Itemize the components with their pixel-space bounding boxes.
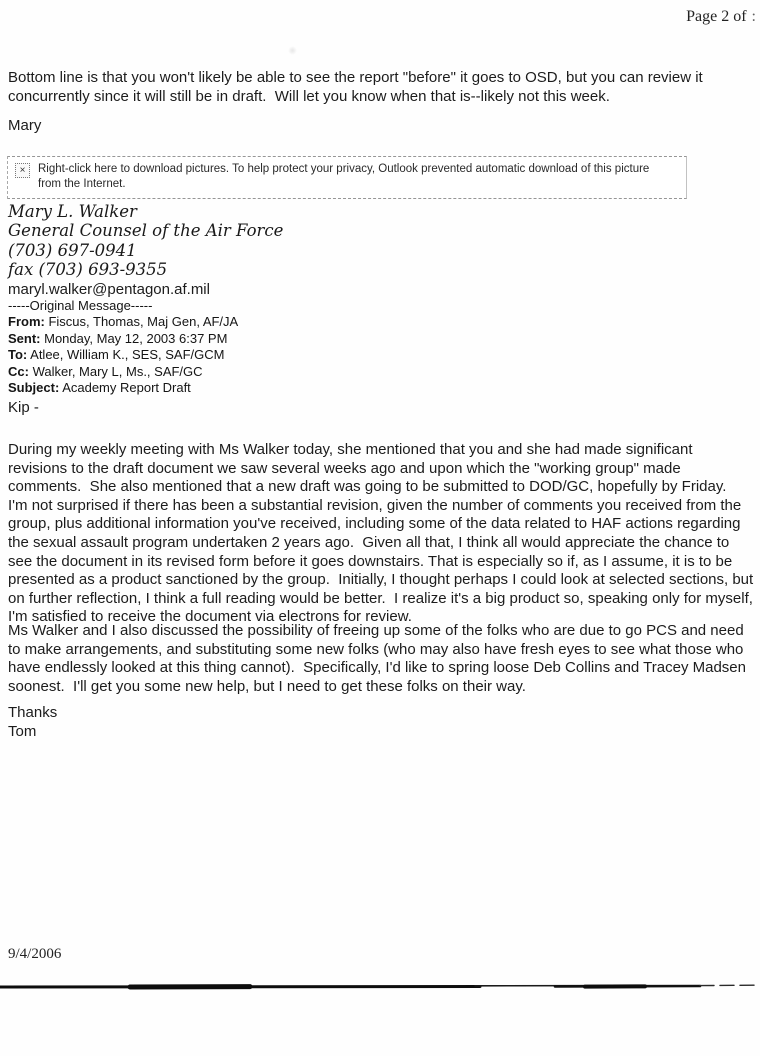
signature-block	[8, 202, 283, 299]
field-value: Walker, Mary L, Ms., SAF/GC	[28, 363, 203, 379]
original-message-separator: -----Original Message-----	[8, 298, 153, 313]
bottom-rule	[0, 980, 758, 998]
x-icon: ×	[19, 164, 26, 176]
field-label: Subject:	[8, 380, 60, 396]
bottom-rule-line	[0, 981, 758, 993]
header-field-from	[8, 314, 238, 330]
message-greeting: Kip -	[8, 399, 39, 416]
field-value: Fiscus, Thomas, Maj Gen, AF/JA	[44, 314, 239, 330]
message-sender: Tom	[8, 723, 37, 740]
field-label: Sent:	[8, 330, 41, 346]
reply-paragraph: Bottom line is that you won't likely be able to see the report "before" it goes to OSD, but you can review it concurrently since it will still be in draft. Will let you know when that is--likely not this week.	[8, 69, 707, 105]
field-label: To:	[8, 347, 28, 363]
blocked-image-notice-text: Right-click here to download pictures. To help protect your privacy, Outlook prevented automatic download of this picture from the Internet.	[38, 163, 653, 190]
blocked-image-notice	[7, 156, 687, 199]
header-field-cc	[8, 364, 238, 380]
scan-smudge	[288, 46, 297, 55]
message-paragraph-1: During my weekly meeting with Ms Walker today, she mentioned that you and she had made significant revisions to the draft document we saw several weeks ago and upon which the "working group" made comments. She also mentioned that a new draft was going to be submitted to DOD/GC, hopefully by Friday. I'm not surprised if there has been a substantial revision, given the number of comments you received from the group, plus additional information you've received, including some of the data related to HAF actions regarding the sexual assault program undertaken 2 years ago. Given all that, I think all would appreciate the chance to see the document in its revised form before it goes downstairs. That is especially so if, as I assume, it is to be presented as a product sanctioned by the group. Initially, I thought perhaps I could look at selected sections, but on further reflection, I think a full reading would be better. I realize it's a big product so, speaking only for myself, I'm satisfied to receive the document via electrons for review.	[8, 441, 758, 626]
header-field-to	[8, 347, 238, 363]
field-label: From:	[8, 314, 45, 330]
print-date: 9/4/2006	[8, 946, 62, 962]
field-label: Cc:	[8, 363, 29, 379]
message-closing: Thanks	[8, 704, 58, 721]
blocked-image-icon	[15, 163, 30, 178]
field-value: Atlee, William K., SES, SAF/GCM	[27, 347, 225, 363]
field-value: Monday, May 12, 2003 6:37 PM	[40, 330, 228, 346]
original-message-header	[8, 298, 238, 396]
page-number-fragment: :	[751, 8, 756, 25]
signature-email: maryl.walker@pentagon.af.mil	[8, 280, 210, 298]
reply-signoff: Mary	[8, 117, 42, 134]
header-field-subject	[8, 380, 238, 396]
signature-phone: (703) 697-0941	[8, 240, 137, 260]
signature-fax: fax (703) 693-9355	[8, 260, 168, 280]
signature-name: Mary L. Walker	[8, 202, 137, 221]
field-value: Academy Report Draft	[59, 380, 191, 396]
page-number-label: Page 2 of	[686, 8, 747, 25]
signature-title: General Counsel of the Air Force	[8, 221, 284, 241]
header-field-sent	[8, 331, 238, 347]
message-paragraph-2: Ms Walker and I also discussed the possibility of freeing up some of the folks who are due to go PCS and need to make arrangements, and substituting some new folks (who may also have fresh eyes to see what those who have endlessly looked at this thing cannot). Specifically, I'd like to spring loose Deb Collins and Tracey Madsen soonest. I'll get you some new help, but I need to get these folks on their way.	[8, 622, 751, 695]
page-number	[686, 8, 756, 26]
